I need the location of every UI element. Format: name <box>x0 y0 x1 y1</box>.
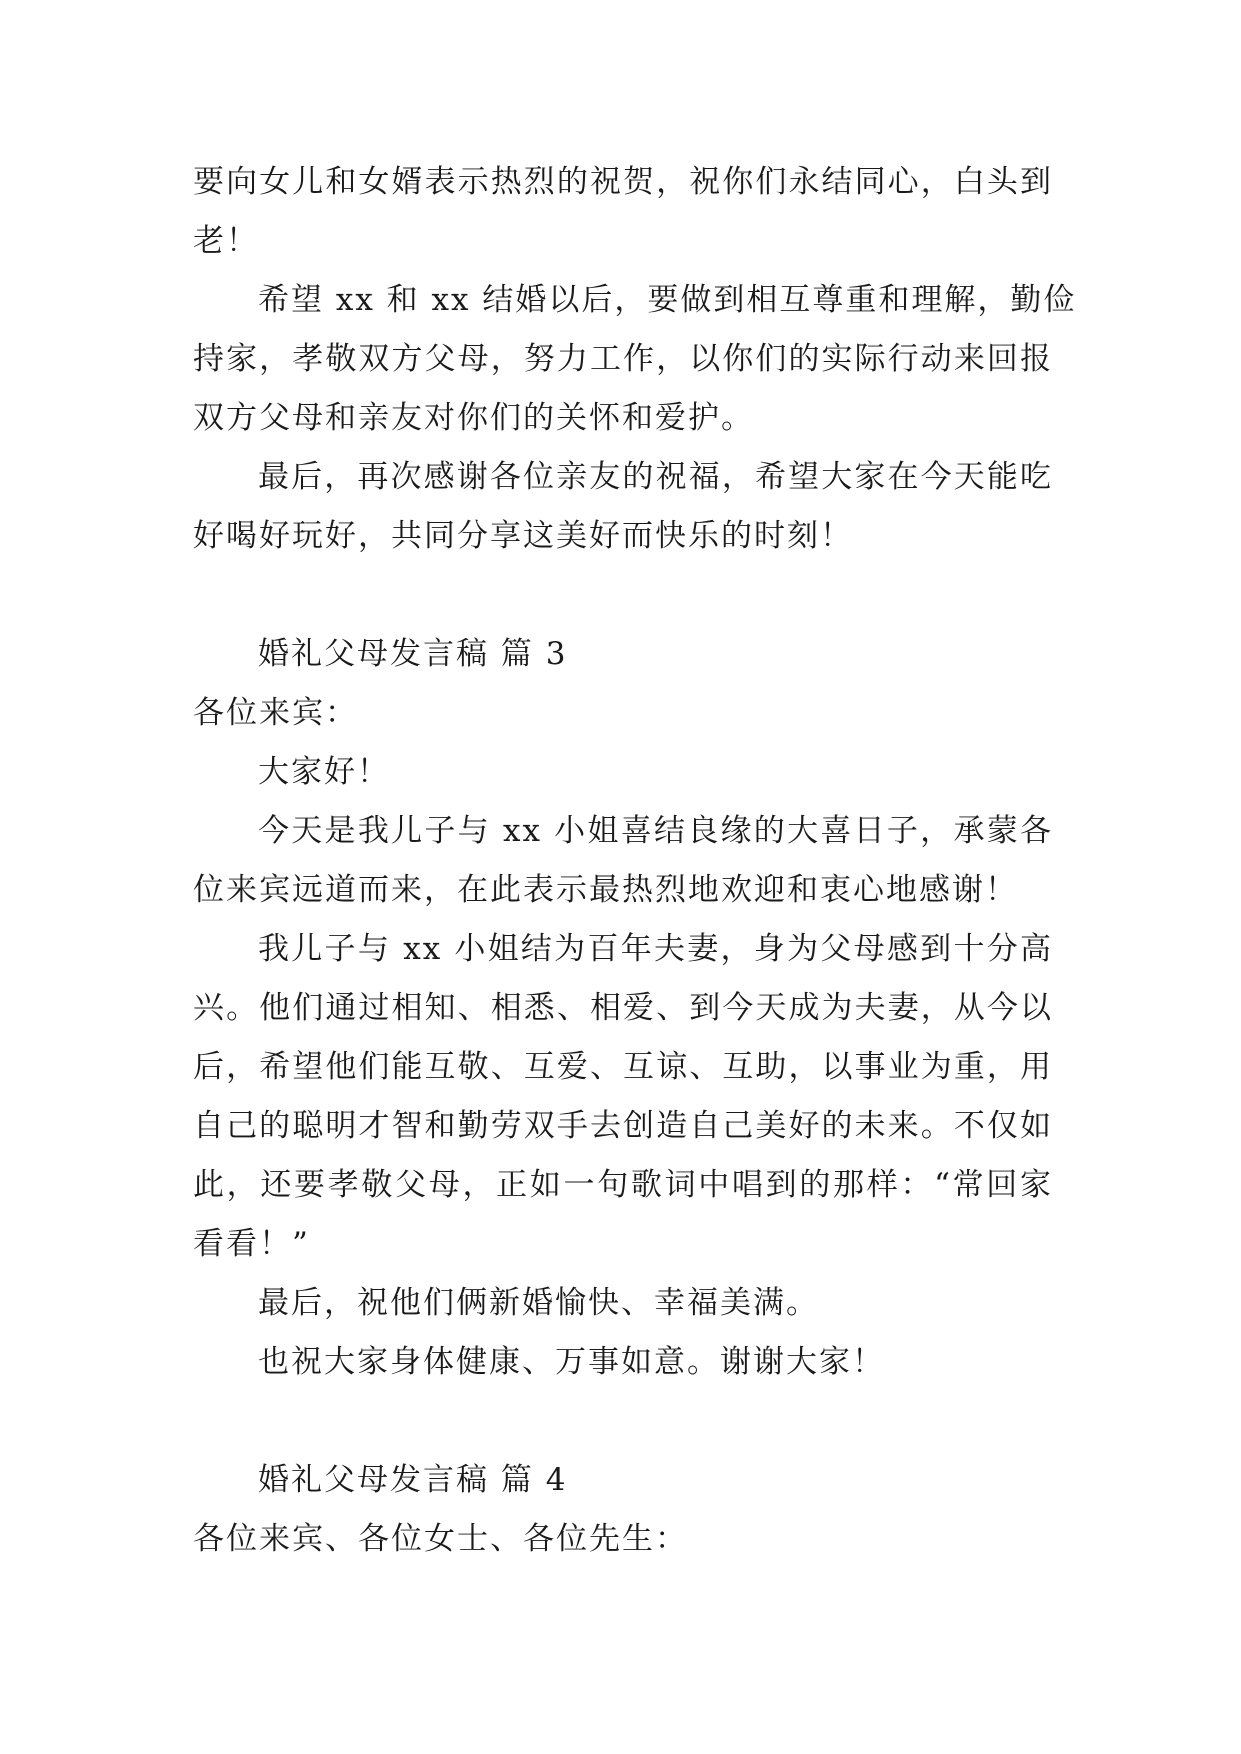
paragraph-line: 持家，孝敬双方父母，努力工作，以你们的实际行动来回报 <box>193 341 1053 377</box>
paragraph-line: 兴。他们通过相知、相悉、相爱、到今天成为夫妻，从今以 <box>193 990 1053 1026</box>
paragraph-line: 我儿子与 xx 小姐结为百年夫妻，身为父母感到十分高 <box>258 931 1053 967</box>
paragraph-line: 看看！” <box>193 1226 310 1262</box>
paragraph-line: 今天是我儿子与 xx 小姐喜结良缘的大喜日子，承蒙各 <box>258 813 1053 849</box>
section-heading: 婚礼父母发言稿 篇 3 <box>258 636 568 672</box>
paragraph-line: 要向女儿和女婿表示热烈的祝贺，祝你们永结同心，白头到 <box>193 164 1053 200</box>
greeting: 大家好！ <box>258 754 390 790</box>
section-heading: 婚礼父母发言稿 篇 4 <box>258 1462 568 1498</box>
paragraph-line: 后，希望他们能互敬、互爱、互谅、互助，以事业为重，用 <box>193 1049 1053 1085</box>
paragraph-line: 位来宾远道而来，在此表示最热烈地欢迎和衷心地感谢！ <box>193 872 1018 908</box>
paragraph-line: 也祝大家身体健康、万事如意。谢谢大家！ <box>258 1344 885 1380</box>
paragraph-line: 最后，祝他们俩新婚愉快、幸福美满。 <box>258 1285 819 1321</box>
paragraph-line: 此，还要孝敬父母，正如一句歌词中唱到的那样：“常回家 <box>193 1167 1053 1203</box>
paragraph-line: 双方父母和亲友对你们的关怀和爱护。 <box>193 400 754 436</box>
salutation: 各位来宾： <box>193 695 358 731</box>
paragraph-line: 自己的聪明才智和勤劳双手去创造自己美好的未来。不仅如 <box>193 1108 1053 1144</box>
paragraph-line: 好喝好玩好，共同分享这美好而快乐的时刻！ <box>193 518 853 554</box>
salutation: 各位来宾、各位女士、各位先生： <box>193 1521 688 1557</box>
paragraph-line: 最后，再次感谢各位亲友的祝福，希望大家在今天能吃 <box>258 459 1053 495</box>
paragraph-line: 希望 xx 和 xx 结婚以后，要做到相互尊重和理解，勤俭 <box>258 282 1077 318</box>
paragraph-line: 老！ <box>193 223 259 259</box>
